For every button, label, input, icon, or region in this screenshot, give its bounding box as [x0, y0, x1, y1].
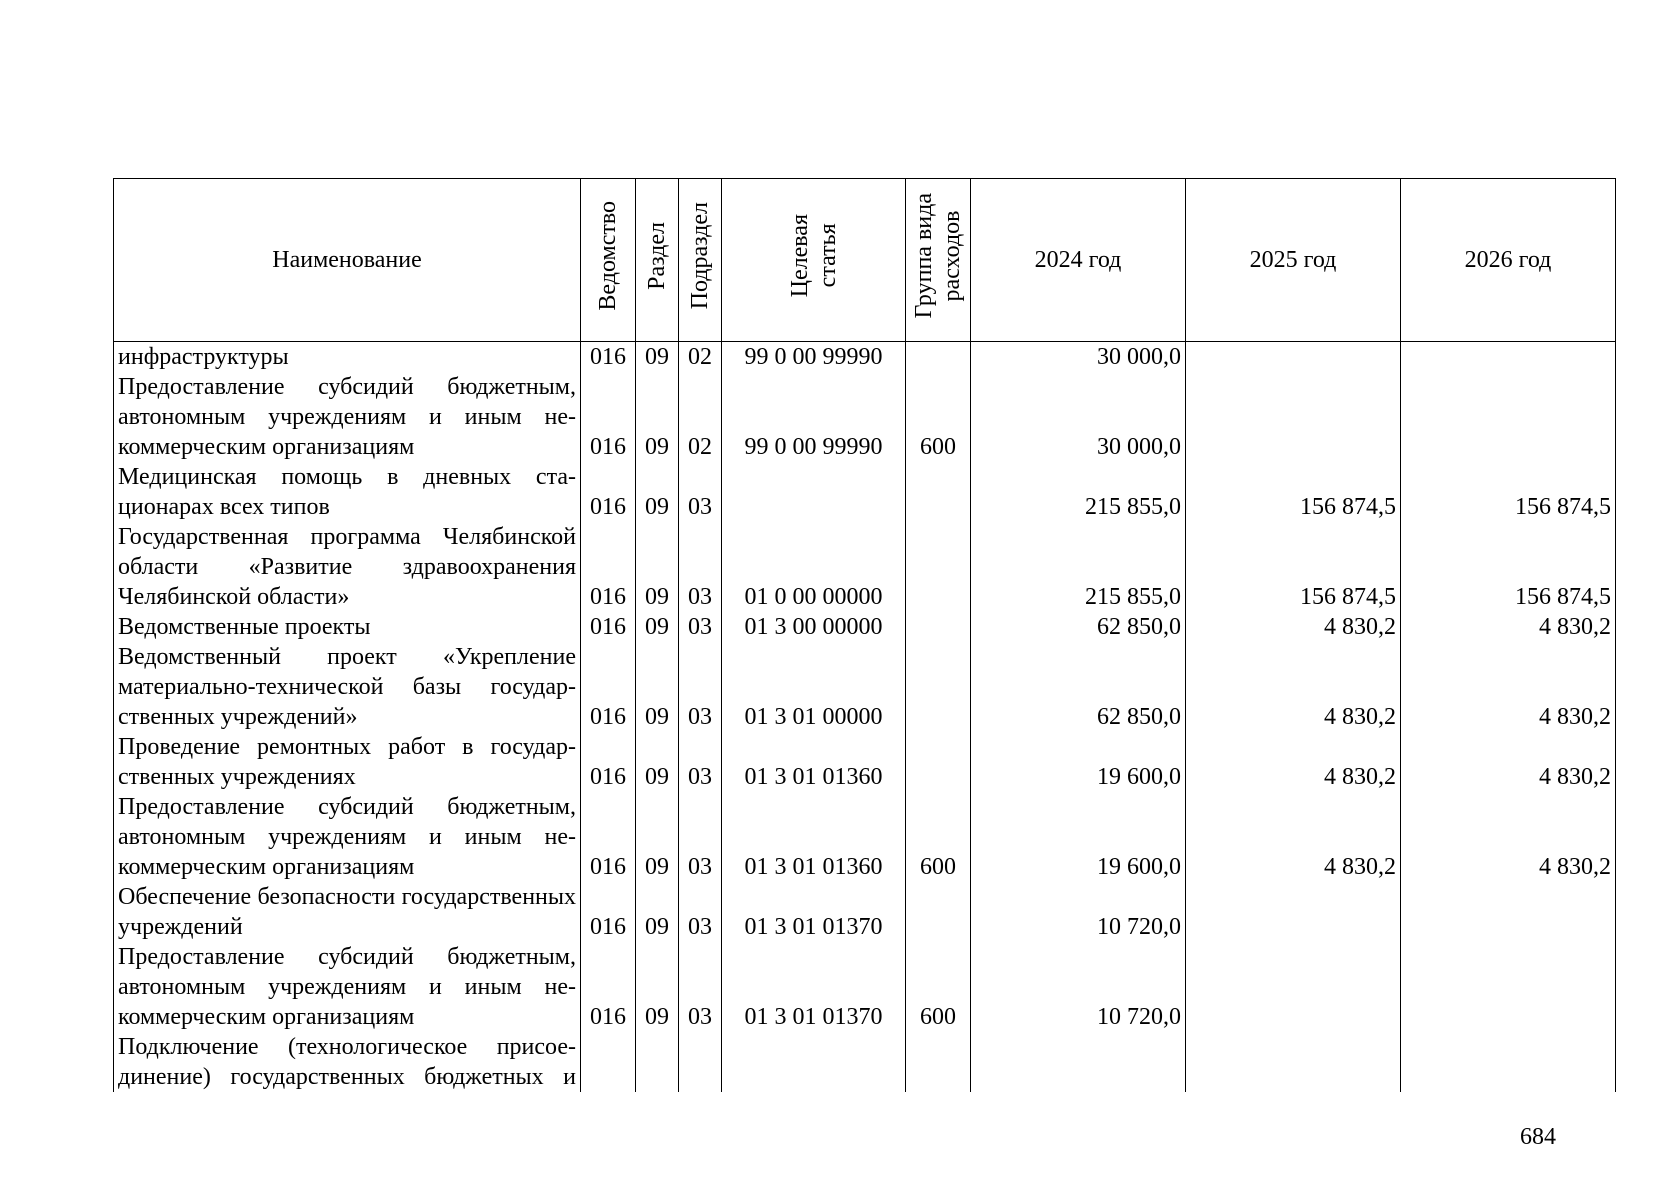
row-gruppa [906, 342, 971, 373]
table-row [114, 612, 1616, 642]
row-razdel: 09 [636, 732, 679, 792]
row-celevaya-statya: 01 3 01 01370 [722, 942, 906, 1032]
budget-table [113, 178, 1616, 1092]
row-name: Медицинская помощь в дневных стационарах всех типов [114, 462, 581, 522]
row-podrazdel: 03 [679, 642, 722, 732]
header-gruppa-line2: расходов [939, 210, 965, 302]
row-value-2025 [1186, 942, 1401, 1032]
row-podrazdel: 03 [679, 522, 722, 612]
row-podrazdel: 02 [679, 372, 722, 462]
row-celevaya-statya [722, 462, 906, 522]
row-name: Проведение ремонтных работ в государственных учреждениях [114, 732, 581, 792]
row-name: Ведомственный проект «Укрепление материально-технической базы государственных учреждений» [114, 642, 581, 732]
row-razdel: 09 [636, 942, 679, 1032]
table-row [114, 792, 1616, 882]
row-razdel: 09 [636, 792, 679, 882]
row-celevaya-statya: 01 0 00 00000 [722, 522, 906, 612]
row-celevaya-statya: 01 3 00 00000 [722, 612, 906, 642]
row-podrazdel: 03 [679, 882, 722, 942]
row-celevaya-statya [722, 1032, 906, 1092]
table-row [114, 882, 1616, 942]
row-value-2025 [1186, 342, 1401, 373]
row-value-2024: 30 000,0 [971, 372, 1186, 462]
row-razdel: 09 [636, 462, 679, 522]
row-value-2024: 215 855,0 [971, 462, 1186, 522]
row-podrazdel: 03 [679, 792, 722, 882]
row-name: Подключение (технологическое присоединение) государственных бюджетных и [114, 1032, 581, 1092]
row-vedomstvo: 016 [581, 792, 636, 882]
row-razdel: 09 [636, 372, 679, 462]
row-podrazdel: 03 [679, 462, 722, 522]
row-celevaya-statya: 99 0 00 99990 [722, 372, 906, 462]
row-vedomstvo: 016 [581, 612, 636, 642]
header-celevaya-line1: Целевая [786, 214, 813, 298]
row-podrazdel [679, 1032, 722, 1092]
row-value-2024: 19 600,0 [971, 732, 1186, 792]
row-razdel: 09 [636, 642, 679, 732]
row-gruppa [906, 1032, 971, 1092]
row-value-2025: 4 830,2 [1186, 732, 1401, 792]
row-value-2025 [1186, 882, 1401, 942]
header-gruppa-label [910, 193, 966, 318]
row-value-2024: 30 000,0 [971, 342, 1186, 373]
row-celevaya-statya: 01 3 01 01360 [722, 732, 906, 792]
header-celevaya-line2: статья [814, 224, 841, 288]
header-podrazdel-label: Подраздел [687, 202, 713, 310]
table-row [114, 1032, 1616, 1092]
row-vedomstvo: 016 [581, 522, 636, 612]
page-number: 684 [1520, 1124, 1556, 1150]
row-razdel: 09 [636, 612, 679, 642]
row-gruppa [906, 522, 971, 612]
row-value-2025: 156 874,5 [1186, 462, 1401, 522]
header-name: Наименование [114, 179, 581, 342]
row-podrazdel: 03 [679, 732, 722, 792]
row-value-2026: 156 874,5 [1401, 462, 1616, 522]
row-value-2026 [1401, 942, 1616, 1032]
row-gruppa: 600 [906, 942, 971, 1032]
row-value-2026 [1401, 882, 1616, 942]
row-gruppa [906, 882, 971, 942]
row-celevaya-statya: 01 3 01 01370 [722, 882, 906, 942]
row-value-2026: 4 830,2 [1401, 612, 1616, 642]
row-gruppa [906, 612, 971, 642]
header-celevaya-label [786, 214, 842, 297]
row-razdel [636, 1032, 679, 1092]
row-gruppa: 600 [906, 372, 971, 462]
table-row [114, 942, 1616, 1032]
table-row [114, 732, 1616, 792]
row-value-2025: 4 830,2 [1186, 642, 1401, 732]
row-value-2024: 62 850,0 [971, 642, 1186, 732]
header-2026: 2026 год [1401, 179, 1616, 342]
row-name: Обеспечение безопасности государственных учреждений [114, 882, 581, 942]
row-gruppa [906, 462, 971, 522]
header-razdel [636, 179, 679, 342]
row-name: Предоставление субсидий бюджетным, автономным учреждениям и иным некоммерческим организациям [114, 942, 581, 1032]
row-value-2024: 10 720,0 [971, 942, 1186, 1032]
header-gruppa-vida-rashodov [906, 179, 971, 342]
row-podrazdel: 03 [679, 942, 722, 1032]
row-gruppa [906, 642, 971, 732]
row-value-2025: 4 830,2 [1186, 792, 1401, 882]
table-row [114, 372, 1616, 462]
row-name: Ведомственные проекты [114, 612, 581, 642]
row-value-2024: 62 850,0 [971, 612, 1186, 642]
row-value-2025: 156 874,5 [1186, 522, 1401, 612]
row-vedomstvo: 016 [581, 372, 636, 462]
row-value-2025: 4 830,2 [1186, 612, 1401, 642]
row-razdel: 09 [636, 522, 679, 612]
header-vedomstvo [581, 179, 636, 342]
row-vedomstvo: 016 [581, 342, 636, 373]
row-podrazdel: 03 [679, 612, 722, 642]
row-gruppa [906, 732, 971, 792]
row-value-2026 [1401, 1032, 1616, 1092]
row-vedomstvo: 016 [581, 942, 636, 1032]
header-2025: 2025 год [1186, 179, 1401, 342]
row-value-2024: 215 855,0 [971, 522, 1186, 612]
row-value-2024 [971, 1032, 1186, 1092]
table-row [114, 462, 1616, 522]
header-2024: 2024 год [971, 179, 1186, 342]
row-value-2025 [1186, 372, 1401, 462]
row-razdel: 09 [636, 882, 679, 942]
row-celevaya-statya: 01 3 01 00000 [722, 642, 906, 732]
row-value-2026 [1401, 372, 1616, 462]
row-celevaya-statya: 01 3 01 01360 [722, 792, 906, 882]
row-value-2024: 19 600,0 [971, 792, 1186, 882]
row-celevaya-statya: 99 0 00 99990 [722, 342, 906, 373]
row-name: Предоставление субсидий бюджетным, автономным учреждениям и иным некоммерческим организациям [114, 792, 581, 882]
table-body [114, 342, 1616, 1093]
row-name: Предоставление субсидий бюджетным, автономным учреждениям и иным некоммерческим организациям [114, 372, 581, 462]
row-name: Государственная программа Челябинской области «Развитие здравоохранения Челябинской области» [114, 522, 581, 612]
row-value-2026: 4 830,2 [1401, 792, 1616, 882]
table-row [114, 642, 1616, 732]
row-vedomstvo: 016 [581, 732, 636, 792]
row-value-2026: 4 830,2 [1401, 642, 1616, 732]
row-gruppa: 600 [906, 792, 971, 882]
row-value-2026: 4 830,2 [1401, 732, 1616, 792]
table-row [114, 522, 1616, 612]
header-celevaya-statya [722, 179, 906, 342]
row-value-2026: 156 874,5 [1401, 522, 1616, 612]
row-vedomstvo: 016 [581, 882, 636, 942]
row-value-2024: 10 720,0 [971, 882, 1186, 942]
header-razdel-label: Раздел [644, 222, 670, 290]
table-row [114, 342, 1616, 373]
row-vedomstvo [581, 1032, 636, 1092]
header-vedomstvo-label: Ведомство [595, 201, 621, 311]
row-value-2025 [1186, 1032, 1401, 1092]
row-razdel: 09 [636, 342, 679, 373]
row-value-2026 [1401, 342, 1616, 373]
table-header [114, 179, 1616, 342]
row-podrazdel: 02 [679, 342, 722, 373]
row-name: инфраструктуры [114, 342, 581, 373]
header-gruppa-line1: Группа вида [911, 193, 937, 319]
row-vedomstvo: 016 [581, 462, 636, 522]
header-podrazdel [679, 179, 722, 342]
row-vedomstvo: 016 [581, 642, 636, 732]
